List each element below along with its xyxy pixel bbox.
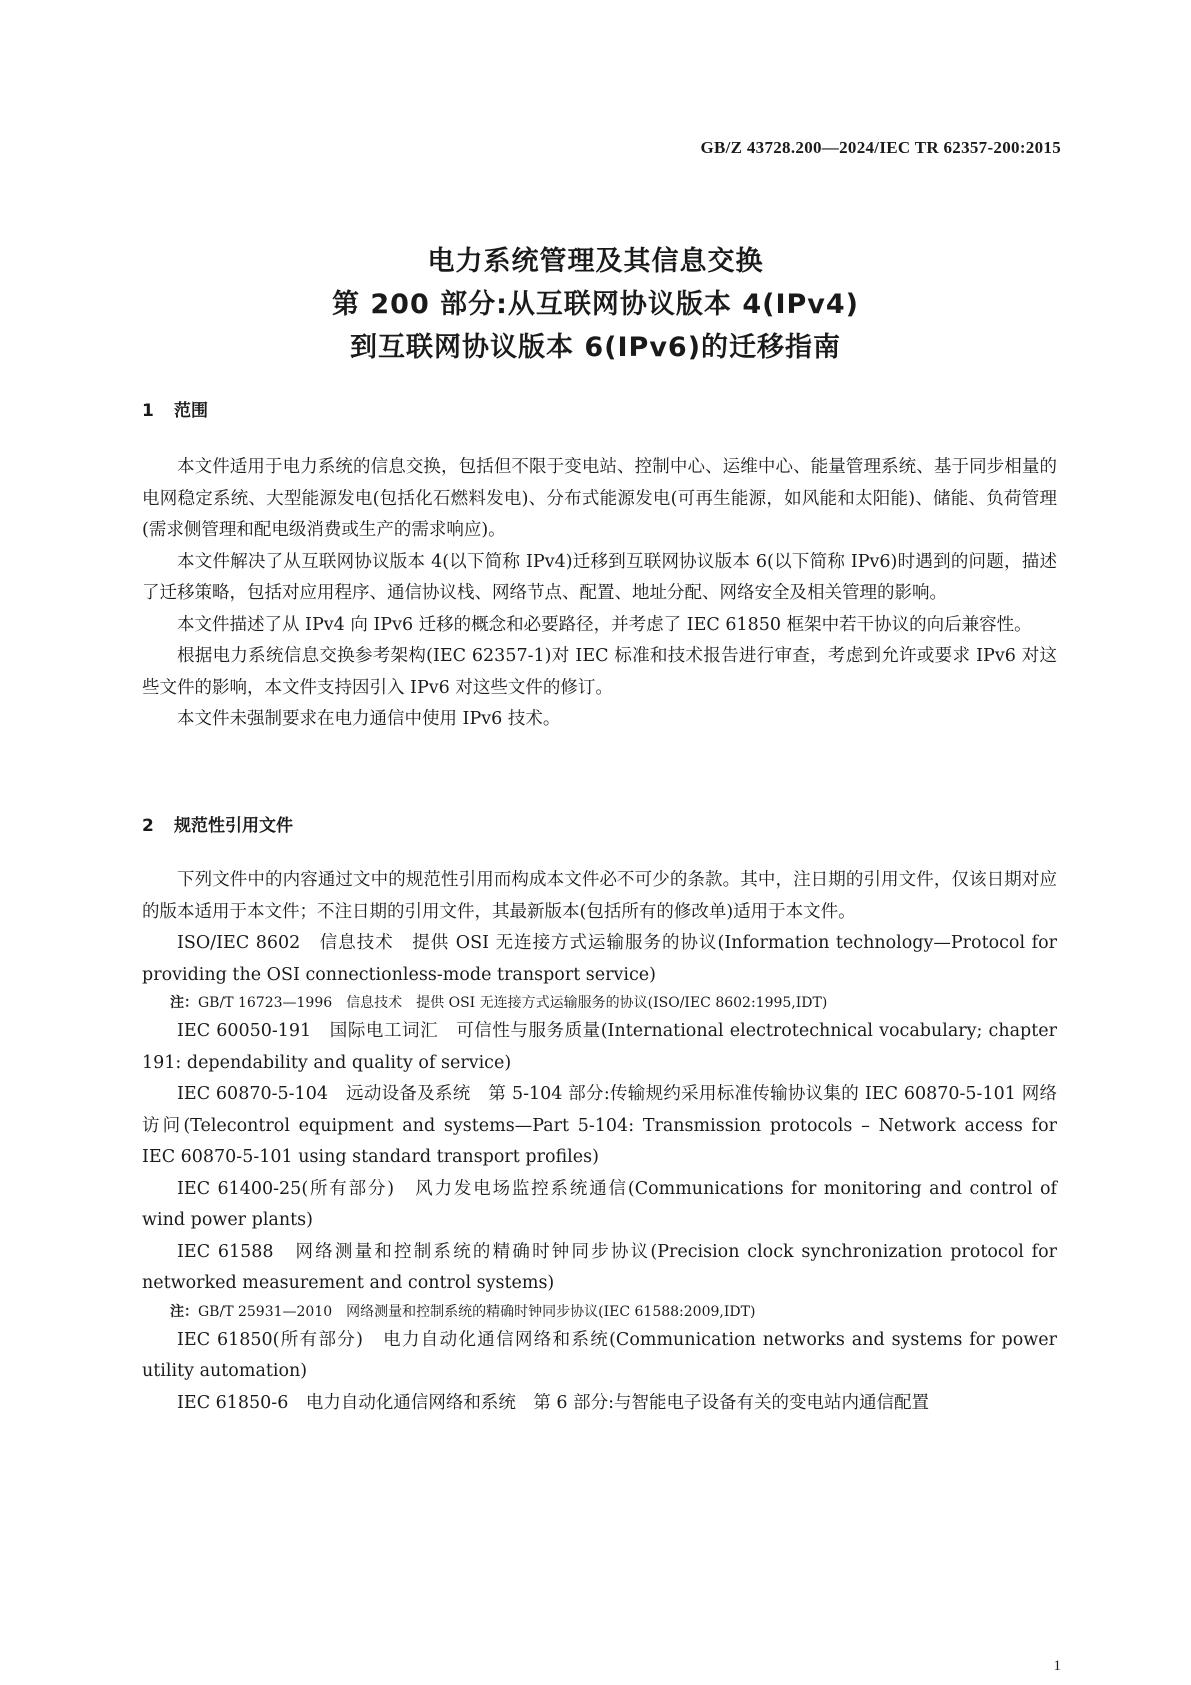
reference-entry: IEC 61588 网络测量和控制系统的精确时钟同步协议(Precision clock synchronization protocol for networked measurement and control systems) [142,1241,1057,1293]
title-line-3: 到互联网协议版本 6(IPv6)的迁移指南 [349,332,842,363]
note [142,991,1057,1016]
note-text: GB/T 25931—2010 网络测量和控制系统的精确时钟同步协议(IEC 61588:2009,IDT) [198,1303,756,1320]
section-number: 1 [142,401,154,421]
reference-entry: ISO/IEC 8602 信息技术 提供 OSI 无连接方式运输服务的协议(Information technology—Protocol for providing the OSI connectionless-mode transport service) [142,933,1057,985]
document-title [0,240,1191,369]
page-number: 1 [1053,1658,1061,1674]
paragraph: 本文件解决了从互联网协议版本 4(以下简称 IPv4)迁移到互联网协议版本 6(以下简称 IPv6)时遇到的问题，描述了迁移策略，包括对应用程序、通信协议栈、网络节点、配置、地址分配、网络安全及相关管理的影响。 [142,551,1057,603]
intro-paragraph: 下列文件中的内容通过文中的规范性引用而构成本文件必不可少的条款。其中，注日期的引用文件，仅该日期对应的版本适用于本文件；不注日期的引用文件，其最新版本(包括所有的修改单)适用于本文件。 [142,870,1057,922]
section-heading [142,811,1057,841]
section-heading [142,396,1057,426]
reference-entry: IEC 61400-25(所有部分) 风力发电场监控系统通信(Communications for monitoring and control of wind power plants) [142,1178,1057,1230]
paragraph: 本文件适用于电力系统的信息交换，包括但不限于变电站、控制中心、运维中心、能量管理系统、基于同步相量的电网稳定系统、大型能源发电(包括化石燃料发电)、分布式能源发电(可再生能源，如风能和太阳能)、储能、负荷管理(需求侧管理和配电级消费或生产的需求响应)。 [142,457,1057,540]
title-line-2: 第 200 部分:从互联网协议版本 4(IPv4) [331,289,860,320]
paragraph: 本文件未强制要求在电力通信中使用 IPv6 技术。 [177,709,561,729]
reference-entry: IEC 61850-6 电力自动化通信网络和系统 第 6 部分:与智能电子设备有关的变电站内通信配置 [177,1392,930,1413]
section-title: 规范性引用文件 [174,816,293,836]
reference-entry: IEC 60050-191 国际电工词汇 可信性与服务质量(International electrotechnical vocabulary; chapter 191: dependability and quality of service) [142,1021,1057,1073]
section-title: 范围 [174,401,208,421]
document-code: GB/Z 43728.200—2024/IEC TR 62357-200:2015 [700,138,1061,157]
section-normative-references [142,811,1057,1419]
paragraph-list [142,452,1057,736]
note-text: GB/T 16723—1996 信息技术 提供 OSI 无连接方式运输服务的协议(ISO/IEC 8602:1995,IDT) [198,995,828,1011]
reference-entry: IEC 61850(所有部分) 电力自动化通信网络和系统(Communication networks and systems for power utility automation) [142,1329,1057,1381]
paragraph: 根据电力系统信息交换参考架构(IEC 62357-1)对 IEC 标准和技术报告进行审查，考虑到允许或要求 IPv6 对这些文件的影响，本文件支持因引入 IPv6 对这些文件的修订。 [142,646,1057,698]
section-number: 2 [142,816,154,836]
note-label: 注： [170,995,198,1011]
section-scope [142,396,1057,736]
note-label: 注： [170,1303,198,1320]
reference-list [142,865,1057,1419]
reference-entry: IEC 60870-5-104 远动设备及系统 第 5-104 部分:传输规约采用标准传输协议集的 IEC 60870-5-101 网络访问(Telecontrol equipment and systems—Part 5-104: Transmission protocols – Network access for IEC 60870-5-101 using standard transport profiles) [142,1084,1057,1167]
title-line-1: 电力系统管理及其信息交换 [427,246,764,277]
note [142,1300,1057,1325]
paragraph: 本文件描述了从 IPv4 向 IPv6 迁移的概念和必要路径，并考虑了 IEC 61850 框架中若干协议的向后兼容性。 [177,614,1032,635]
